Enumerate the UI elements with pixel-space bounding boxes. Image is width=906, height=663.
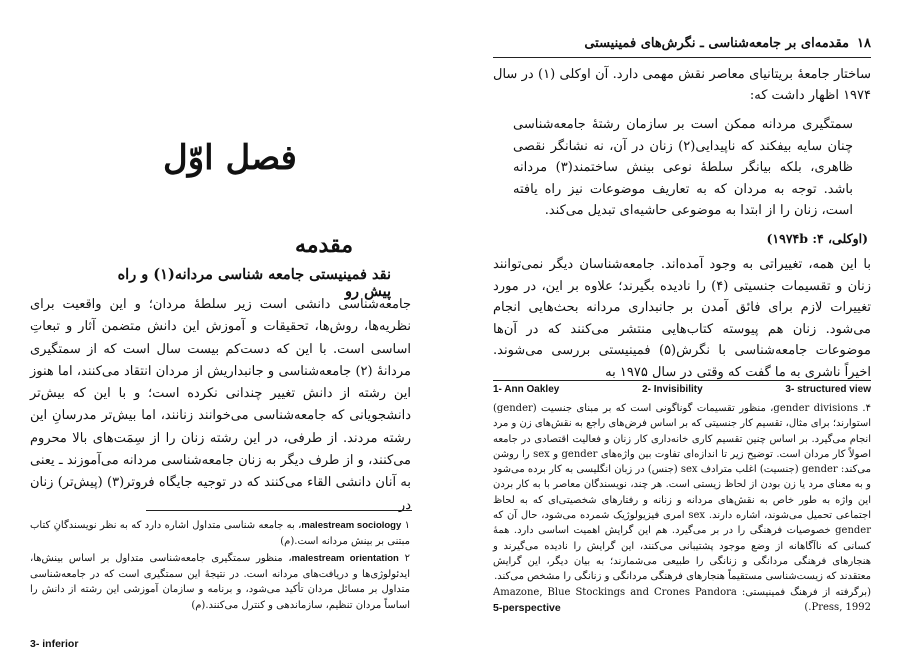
left-body-text [30, 294, 411, 517]
block-quote [513, 114, 853, 222]
running-head-title: مقدمه‌ای بر جامعه‌شناسی ـ نگرش‌های فمینیستی [584, 36, 850, 51]
footnote-term: malestream orientation [291, 553, 399, 564]
footnote-source: (برگرفته از فرهنگ فمینیستی: Amazone, Blue Stockings and Crones Pandora Press, 1992.) [493, 587, 871, 613]
footnote-number: ۲ [404, 553, 410, 564]
quote-paragraph: سمتگیری مردانه ممکن است بر سازمان رشتهٔ جامعه‌شناسی چنان سایه بیفکند که ناپیدایی(۲) زنان در آن، نه نشانگر نقصی ظاهری، بلکه بیانگر سلطهٔ نوعی بینش ساختمند(۳) مردانه باشد. توجه به مردان که به تعاریف موضوعات نیز راه یافته است، زنان را از ابتدا به موضوعی حاشیه‌ای تبدیل می‌کند. [513, 117, 853, 218]
intro-paragraph: ساختار جامعهٔ بریتانیای معاصر نقش مهمی دارد. آن اوکلی (۱) در سال ۱۹۷۴ اظهار داشت که: [493, 67, 871, 103]
header-rule [493, 57, 871, 58]
english-footnote: 3- inferior [30, 638, 79, 650]
footnote-divider [493, 380, 871, 381]
running-header [493, 36, 871, 51]
footnote-term: malestream sociology [301, 520, 402, 531]
right-body-text [493, 254, 871, 383]
footnote-text: به جامعه شناسی متداول اشاره دارد که به نظر نویسندگانِ کتاب مبتنی بر بینش مردانه است.(م) [30, 520, 410, 547]
quote-citation: (اوکلی، ۱۹۷۴b :۴) [766, 231, 868, 246]
footnote-divider [146, 510, 412, 511]
footnote-item: ۱ malestream sociology، به جامعه شناسی متداول اشاره دارد که به نظر نویسندگانِ کتاب مبتنی بر بینش مردانه است.(م) [30, 520, 410, 547]
right-footnotes [493, 401, 871, 585]
english-footnote: 5-perspective [493, 602, 561, 614]
english-term: 2- Invisibility [642, 384, 703, 395]
page-number: ۱۸ [857, 36, 871, 51]
intro-text [493, 64, 871, 106]
section-subheading: نقد فمینیستی جامعه شناسی مردانه(۱) و راه پیش رو [117, 266, 391, 300]
footnote-item: ۲ malestream orientation، منظور سمتگیری جامعه‌شناسی متداول بر اساس بینش‌ها، ایدئولوژی‌ها و دریافت‌های مردانه است. در نتیجهٔ این سمتگیری است که در جامعه‌شناسی متداول بر مسائل مردان تأکید می‌شود، و برنامه و سازمان آموزشی این رشته از دانش را اساساً مردان تنظیم، سازماندهی و کنترل می‌کنند.(م) [30, 553, 410, 611]
english-term: 3- structured view [785, 384, 871, 395]
right-body-paragraph: با این همه، تغییراتی به وجود آمده‌اند. جامعه‌شناسان دیگر نمی‌توانند زنان و تقسیمات جنسیتی (۴) را نادیده بگیرند؛ علاوه بر این، در مورد تغییرات لازم برای فائق آمدن بر جانبداری مردانه بحث‌هایی انجام می‌شود. زنان هم پیوسته کتاب‌هایی منتشر می‌کنند که در آن‌ها موضوعات جامعه‌شناسی با نگرش(۵) فمینیستی بررسی می‌شوند. اخیراً ناشری به ما گفت که وقتی در سال ۱۹۷۵ به [493, 257, 872, 380]
left-body-paragraph: جامعه‌شناسی دانشی است زیر سلطهٔ مردان؛ و این واقعیت برای نظریه‌ها، روش‌ها، تحقیقات و آموزش این دانش متضمن آثار و تبعاتِ اساسی است. با این که دست‌کم بیست سال است که از سمتگیری مردانهٔ (۲) جامعه‌شناسی و جانبداریش از مردان انتقاد می‌کنند، اما هنوز این رشته از دانش تغییر چندانی نکرده است؛ و با این که بیش‌تر دانشجویانی که جامعه‌شناسی می‌خوانند زنانند، اما بیش‌تر مدرسانِ این رشته مردند. از طرفی، در این رشته زنان را از سِمَت‌های بالا محروم می‌کنند، و از طرف دیگر به زنان جامعه‌شناسی مردانه می‌آموزند ـ یعنی به آنان دانشی القاء می‌کنند که در توجیه جایگاه فروتر(۳) (پیش‌تر) زنان در [30, 297, 411, 513]
footnote-item: ۴. gender divisions، منظور تقسیمات گوناگونی است که بر مبنای جنسیت (gender) استوارند؛ برای مثال، تقسیم کار جنسیتی که بر اساس فرض‌های راجع به نقش‌های زن و مرد انجام می‌گیرد. بر اساس چنین تقسیم کاری خانه‌داری کار زنان و فعالیت اقتصادی در جامعه اصولاً کار مردان است. توضیح زیر تا اندازه‌ای تفاوت بین واژه‌های gender و sex را روشن می‌کند: gender (جنسیت) اغلب مترادف sex (جنس) در زبان انگلیسی به کار برده می‌شود و به معنای مرد یا زن بودن از لحاظ زیستی است. هر چند، نویسندگان معاصر با به کار بردن این واژه به طور خاص به نقش‌های مردانه و زنانه و رفتارهای شخصیتی‌ای که به لحاظ اجتماعی تحمیل می‌شوند، اشاره دارند. sex امری فیزیولوژیک شمرده می‌شود، حال آن که gender خصوصیات فرهنگی را در بر می‌گیرد. هم این گرایش اهمیت اساسی دارد. همهٔ کسانی که ناآگاهانه از وضع موجود پشتیبانی می‌کنند، این گرایش را نادیده می‌گیرند و هنجارهای فرهنگی مردانگی و زنانگی را طبیعی می‌شمارند؛ به بیان دیگر، این گرایش معتقدند که زیست‌شناسی مستقیماً هنجارهای فرهنگی مردانگی و زنانگی را مشخص می‌کند. [493, 403, 872, 583]
english-terms-row [493, 384, 871, 395]
left-footnotes [30, 518, 410, 615]
footnote-text: منظور سمتگیری جامعه‌شناسی متداول بر اساس بینش‌ها، ایدئولوژی‌ها و دریافت‌های مردانه است. در نتیجهٔ این سمتگیری است که در جامعه‌شناسی متداول بر مسائل مردان تأکید می‌شود، و برنامه و سازمان آموزشی این رشته از دانش را اساساً مردان تنظیم، سازماندهی و کنترل می‌کنند.(م) [30, 553, 410, 611]
english-term: 1- Ann Oakley [493, 384, 560, 395]
section-title: مقدمه [294, 232, 353, 258]
footnote-number: ۱ [404, 520, 410, 531]
chapter-title: فصل اوّل [163, 138, 297, 178]
right-page [453, 0, 906, 663]
